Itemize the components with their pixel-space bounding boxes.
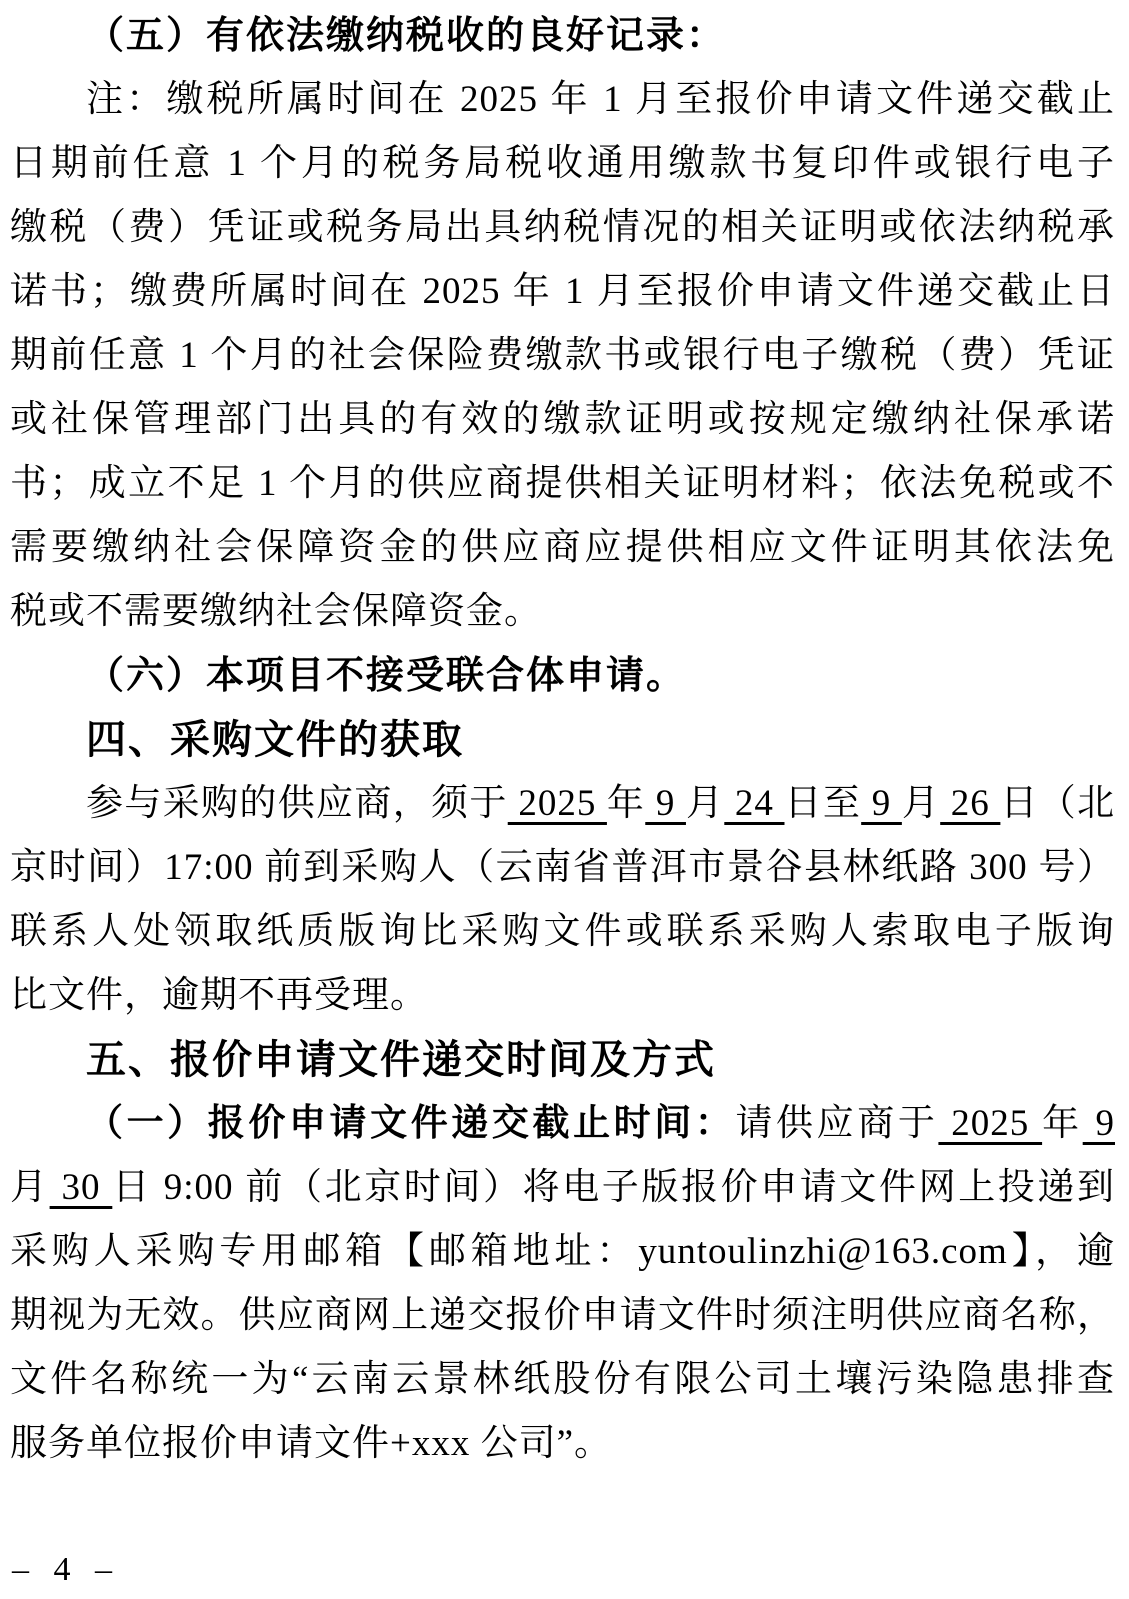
subsection-heading-line — [10, 4, 1115, 68]
body-text-line — [10, 1156, 1115, 1220]
body-text-line — [10, 260, 1115, 324]
page-number: – 4 – — [12, 1551, 120, 1588]
text-run: 或社保管理部门出具的有效的缴款证明或按规定缴纳社保承诺 — [10, 399, 1115, 440]
text-run: 书；成立不足 1 个月的供应商提供相关证明材料；依法免税或不 — [10, 463, 1115, 504]
underlined-text-run: 9 — [861, 783, 902, 824]
text-run: 日期前任意 1 个月的税务局税收通用缴款书复印件或银行电子 — [10, 143, 1115, 184]
underlined-text-run: 9 — [645, 783, 686, 824]
body-text-line — [10, 964, 1115, 1028]
text-run: 日 9:00 前（北京时间）将电子版报价申请文件网上投递到 — [112, 1167, 1115, 1208]
section-heading-line — [10, 1028, 1115, 1092]
text-run: 期前任意 1 个月的社会保险费缴款书或银行电子缴税（费）凭证 — [10, 335, 1115, 376]
text-run: 月 — [901, 783, 941, 824]
text-run: （五）有依法缴纳税收的良好记录： — [86, 15, 727, 57]
body-text-line — [10, 132, 1115, 196]
body-text-line — [10, 388, 1115, 452]
underlined-text-run: 9 — [1082, 1103, 1115, 1144]
text-run: 日（北 — [1000, 783, 1115, 824]
underlined-text-run: 24 — [724, 783, 785, 824]
text-run: 服务单位报价申请文件+xxx 公司”。 — [10, 1423, 613, 1464]
body-text-line — [10, 68, 1115, 132]
body-text-line — [10, 196, 1115, 260]
text-run: 缴税（费）凭证或税务局出具纳税情况的相关证明或依法纳税承 — [10, 207, 1115, 248]
document-body — [10, 4, 1115, 1476]
text-run: 需要缴纳社会保障资金的供应商应提供相应文件证明其依法免 — [10, 527, 1115, 568]
text-run: （六）本项目不接受联合体申请。 — [86, 655, 687, 697]
subsection-heading-line — [10, 644, 1115, 708]
text-run: 比文件，逾期不再受理。 — [10, 975, 428, 1016]
text-run: 四、采购文件的获取 — [86, 718, 464, 762]
underlined-text-run: 2025 — [507, 783, 607, 824]
text-run: 京时间）17:00 前到采购人（云南省普洱市景谷县林纸路 300 号） — [10, 847, 1115, 888]
text-run: （一）报价申请文件递交截止时间： — [86, 1103, 736, 1144]
text-run: 文件名称统一为“云南云景林纸股份有限公司土壤污染隐患排查 — [10, 1359, 1115, 1400]
body-text-line — [10, 324, 1115, 388]
text-run: 月 — [10, 1167, 50, 1208]
text-run: 请供应商于 — [735, 1103, 939, 1144]
body-text-line — [10, 580, 1115, 644]
body-text-line — [10, 1412, 1115, 1476]
text-run: 注：缴税所属时间在 2025 年 1 月至报价申请文件递交截止 — [86, 79, 1115, 120]
underlined-text-run: 26 — [940, 783, 1001, 824]
text-run: 五、报价申请文件递交时间及方式 — [86, 1038, 716, 1082]
text-run: 期视为无效。供应商网上递交报价申请文件时须注明供应商名称， — [10, 1295, 1115, 1336]
text-run: 年 — [1042, 1103, 1083, 1144]
body-text-line — [10, 516, 1115, 580]
body-text-line — [10, 1220, 1115, 1284]
body-text-line — [10, 772, 1115, 836]
body-text-line — [10, 452, 1115, 516]
underlined-text-run: 2025 — [938, 1103, 1043, 1144]
underlined-text-run: 30 — [49, 1167, 113, 1208]
body-text-line — [10, 1348, 1115, 1412]
text-run: 联系人处领取纸质版询比采购文件或联系采购人索取电子版询 — [10, 911, 1115, 952]
body-text-line — [10, 1284, 1115, 1348]
text-run: 参与采购的供应商，须于 — [86, 783, 508, 824]
text-run: 诺书；缴费所属时间在 2025 年 1 月至报价申请文件递交截止日 — [10, 271, 1115, 312]
body-text-line — [10, 836, 1115, 900]
text-run: 税或不需要缴纳社会保障资金。 — [10, 591, 542, 632]
text-run: 年 — [606, 783, 646, 824]
text-run: 日至 — [784, 783, 862, 824]
text-run: 月 — [685, 783, 725, 824]
body-text-line — [10, 1092, 1115, 1156]
body-text-line — [10, 900, 1115, 964]
text-run: 采购人采购专用邮箱【邮箱地址：yuntoulinzhi@163.com】，逾 — [10, 1231, 1115, 1272]
section-heading-line — [10, 708, 1115, 772]
